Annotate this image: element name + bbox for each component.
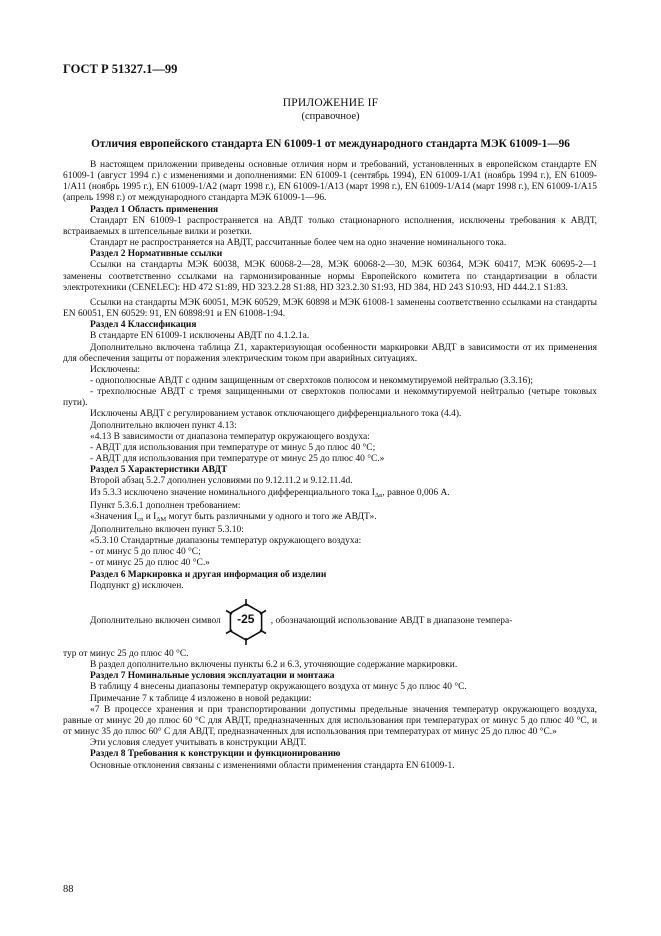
section-heading: Раздел 8 Требования к конструкции и функционированию xyxy=(90,749,341,760)
paragraph-sub2: ΔM xyxy=(156,515,167,523)
paragraph: Исключены АВДТ с регулированием уставок отключающего дифференциального тока (4.4). xyxy=(90,409,462,420)
paragraph xyxy=(63,488,597,501)
text-block-1 xyxy=(63,160,597,592)
paragraph: В раздел дополнительно включены пункты 6.2 и 6.3, уточняющие содержание маркировки. xyxy=(90,660,458,671)
paragraph: Второй абзац 5.2.7 дополнен условиями по 9.12.11.2 и 9.12.11.4d. xyxy=(90,476,353,487)
paragraph-sub: Δn xyxy=(374,491,383,499)
section-heading: Раздел 7 Номинальные условия эксплуатации и монтажа xyxy=(90,671,335,682)
paragraph: - АВДТ для использования при температуре от минус 5 до плюс 40 °С; xyxy=(90,442,376,453)
appendix-subtitle: (справочное) xyxy=(301,111,360,122)
paragraph: В стандарте EN 61009-1 исключены АВДТ по 4.1.2.1а. xyxy=(90,331,310,342)
section-heading: Раздел 1 Область применения xyxy=(90,204,219,215)
section-heading: Раздел 4 Классификация xyxy=(90,320,197,331)
paragraph: Исключены: xyxy=(90,364,140,375)
paragraph: Дополнительно включена таблица Z1, характеризующая особенности маркировки АВДТ в зависимости от их применения для обеспечения защиты от поражения электрическим током при аварийных ситуациях. xyxy=(63,342,597,364)
paragraph-before: Из 5.3.3 исключено значение номинального дифференциального тока I xyxy=(90,487,375,498)
paragraph xyxy=(63,512,597,525)
paragraph: Ссылки на стандарты МЭК 60038, МЭК 60068-2—28, МЭК 60068-2—30, МЭК 60364, МЭК 60417, МЭК 60695-2—1 заменены соответственно ссылками на гармонизированные нормы Европейского комитета по стандартизации в области электротехники (CENELEC): HD 472 S1:89, HD 323.2.28 S1:88, HD 323.2.30 S1:93, HD 384, HD 243 S10:93, HD 444.2.1 S1:83. xyxy=(63,260,597,293)
paragraph-before: «Значения I xyxy=(90,511,138,522)
symbol-line xyxy=(90,595,597,649)
paragraph-after: , равное 0,006 А. xyxy=(382,487,450,498)
symbol-text: -25 xyxy=(237,611,255,626)
section-heading: Раздел 6 Маркировка и другая информация об изделии xyxy=(90,569,327,580)
paragraph: В таблицу 4 внесены диапазоны температур окружающего воздуха от минус 5 до плюс 40 °С. xyxy=(90,682,467,693)
paragraph: Ссылки на стандарты МЭК 60051, МЭК 60529, МЭК 60898 и МЭК 61008-1 заменены соответственно ссылками на стандарты EN 60051, EN 60529: 91, EN 60898:91 и EN 61008-1:94. xyxy=(63,297,597,320)
paragraph: - однополюсные АВДТ с одним защищенным от сверхтоков полюсом и некоммутируемой нейтралью (3.3.16); xyxy=(90,375,533,386)
paragraph: Стандарт не распространяется на АВДТ, рассчитанные более чем на одно значение номинального тока. xyxy=(90,238,507,249)
symbol-line-after: , обозначающий использование АВДТ в диапазоне темпера- xyxy=(270,616,513,627)
section-heading: Раздел 2 Нормативные ссылки xyxy=(90,249,223,260)
paragraph: «4.13 В зависимости от диапазона температур окружающего воздуха: xyxy=(90,431,370,442)
paragraph: - АВДТ для использования при температуре от минус 25 до плюс 40 °С.» xyxy=(90,454,385,465)
paragraph-sub1: cn xyxy=(137,515,144,523)
paragraph: тур от минус 25 до плюс 40 °С. xyxy=(63,648,189,659)
paragraph: Пункт 5.3.6.1 дополнен требованием: xyxy=(90,500,241,511)
paragraph: Основные отклонения связаны с изменениями области применения стандарта EN 61009-1. xyxy=(90,760,455,771)
paragraph: «5.3.10 Стандартные диапазоны температур окружающего воздуха: xyxy=(90,536,362,547)
page-number: 88 xyxy=(63,884,74,895)
paragraph: Подпункт g) исключен. xyxy=(90,580,184,591)
section-heading: Раздел 5 Характеристики АВДТ xyxy=(90,465,228,476)
paragraph: Дополнительно включен пункт 4.13: xyxy=(90,420,237,431)
document-id: ГОСТ Р 51327.1—99 xyxy=(63,62,178,76)
paragraph: Примечание 7 к таблице 4 изложено в новой редакции: xyxy=(90,693,312,704)
paragraph: - от минус 25 до плюс 40 °С.» xyxy=(90,558,210,569)
paragraph: Дополнительно включен пункт 5.3.10: xyxy=(90,525,244,535)
symbol-line-before: Дополнительно включен символ xyxy=(90,616,221,627)
paragraph: - трехполюсные АВДТ с тремя защищенными от сверхтоков полюсами и некоммутируемой нейтралью (четыре токовых пути). xyxy=(63,387,597,409)
paragraph: Эти условия следует учитывать в конструкции АВДТ. xyxy=(90,738,307,749)
paragraph: В настоящем приложении приведены основные отличия норм и требований, установленных в европейском стандарте EN 61009-1 (август 1994 г.) с изменениями и дополнениями: EN 61009-1 (сентябрь 1994), EN 61009-1/A1 (ноябрь 1994 г.), EN 61009-1/A11 (ноябрь 1995 г.), EN 61009-1/A2 (март 1998 г.), EN 61009-1/A13 (март 1998 г.), EN 61009-1/A14 (март 1998 г.), EN 61009-1/A15 (апрель 1998 г.) от международного стандарта МЭК 61009-1—96. xyxy=(63,160,597,204)
paragraph-mid: и I xyxy=(143,511,157,522)
appendix-title: ПРИЛОЖЕНИЕ IF xyxy=(282,97,379,109)
appendix-heading: Отличия европейского стандарта EN 61009-1 от международного стандарта МЭК 61009-1—96 xyxy=(91,138,570,150)
paragraph: - от минус 5 до плюс 40 °С; xyxy=(90,547,201,558)
temperature-symbol xyxy=(223,599,269,645)
paragraph-after: могут быть различными у одного и того же АВДТ». xyxy=(166,511,377,522)
text-block-2 xyxy=(63,649,597,772)
document-body xyxy=(63,160,597,772)
paragraph: «7 В процессе хранения и при транспортировании допустимы предельные значения температур окружающего воздуха, равные от минус 20 до плюс 60 °С для АВДТ, предназначенных для использования при температурах от минус 5 до плюс 40 °С, и от минус 35 до плюс 60° С для АВДТ, предназначенных для использования при температурах от минус 25 до плюс 40 °С.» xyxy=(63,704,597,738)
paragraph: Стандарт EN 61009-1 распространяется на АВДТ только стационарного исполнения, исключены требования к АВДТ, встраиваемых в штепсельные вилки и розетки. xyxy=(63,215,597,237)
